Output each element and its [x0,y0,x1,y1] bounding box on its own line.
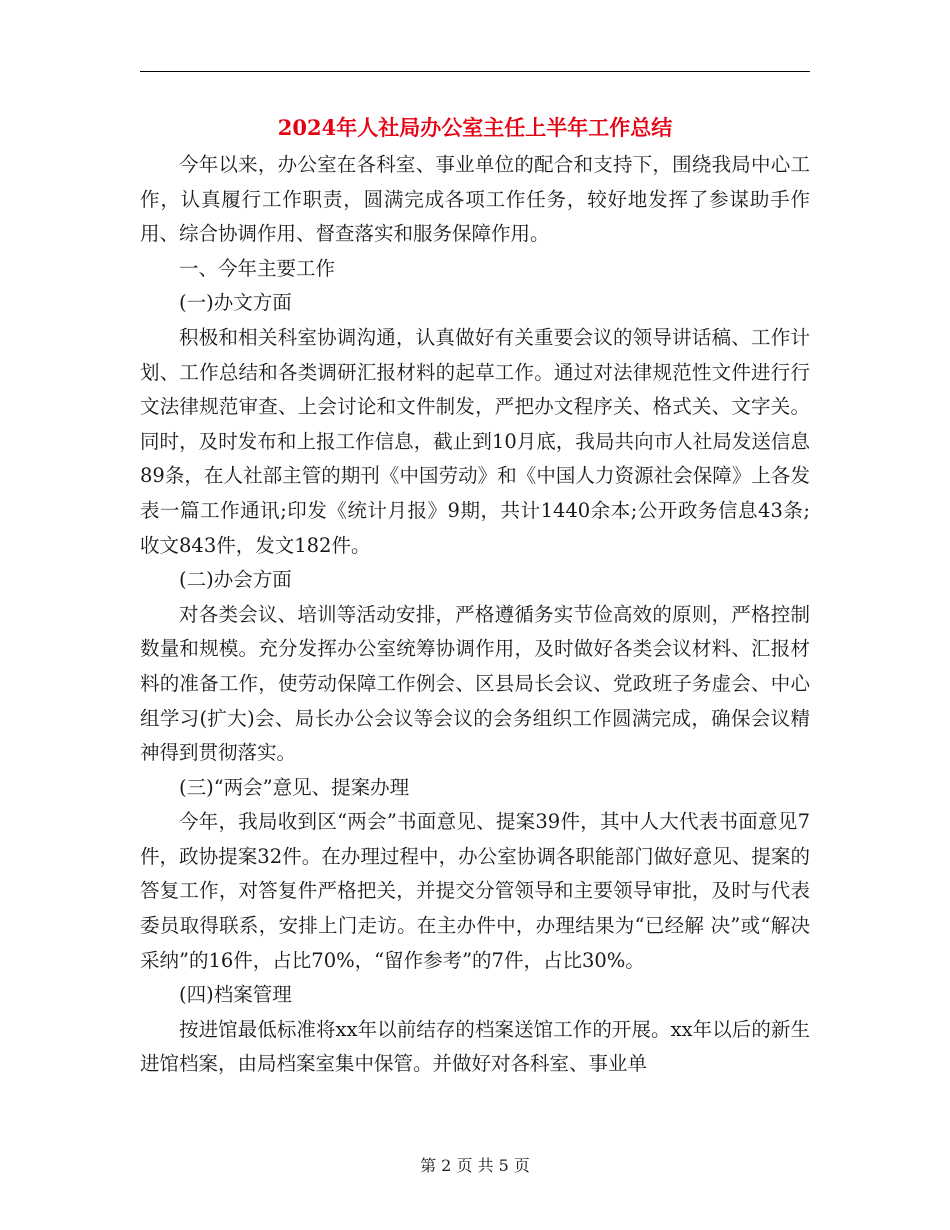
paragraph-documents: 积极和相关科室协调沟通，认真做好有关重要会议的领导讲话稿、工作计划、工作总结和各类调研汇报材料的起草工作。通过对法律规范性文件进行行文法律规范审查、上会讨论和文件制发，严把办文程序关、格式关、文字关。同时，及时发布和上报工作信息，截止到10月底，我局共向市人社局发送信息89条，在人社部主管的期刊《中国劳动》和《中国人力资源社会保障》上各发表一篇工作通讯;印发《统计月报》9期，共计1440余本;公开政务信息43条;收文843件，发文182件。 [140,325,810,557]
paragraph-archives: 按进馆最低标准将xx年以前结存的档案送馆工作的开展。xx年以后的新生进馆档案，由局档案室集中保管。并做好对各科室、事业单 [140,1017,810,1076]
section-heading-main-work: 一、今年主要工作 [179,256,336,280]
subsection-heading-meetings: (二)办会方面 [179,568,292,592]
paragraph-meetings: 对各类会议、培训等活动安排，严格遵循务实节俭高效的原则，严格控制数量和规模。充分发挥办公室统筹协调作用，及时做好各类会议材料、汇报材料的准备工作，使劳动保障工作例会、区县局长会议、党政班子务虚会、中心组学习(扩大)会、局长办公会议等会议的会务组织工作圆满完成，确保会议精神得到贯彻落实。 [140,602,810,765]
subsection-heading-documents: (一)办文方面 [179,291,292,315]
header-rule [140,71,810,72]
subsection-heading-archives: (四)档案管理 [179,983,292,1007]
paragraph-intro: 今年以来，办公室在各科室、事业单位的配合和支持下，围绕我局中心工作，认真履行工作职责，圆满完成各项工作任务，较好地发挥了参谋助手作用、综合协调作用、督查落实和服务保障作用。 [140,153,810,246]
document-body [140,148,810,1082]
paragraph-proposals: 今年，我局收到区“两会”书面意见、提案39件，其中人大代表书面意见7件，政协提案32件。在办理过程中，办公室协调各职能部门做好意见、提案的答复工作，对答复件严格把关，并提交分管领导和主要领导审批，及时与代表委员取得联系，安排上门走访。在主办件中，办理结果为“已经解 决”或“解决采纳”的16件，占比70%，“留作参考”的7件，占比30%。 [140,810,810,972]
page-number-footer: 第 2 页 共 5 页 [420,1156,530,1175]
subsection-heading-proposals: (三)“两会”意见、提案办理 [179,775,410,799]
document-title: 2024年人社局办公室主任上半年工作总结 [277,115,673,140]
